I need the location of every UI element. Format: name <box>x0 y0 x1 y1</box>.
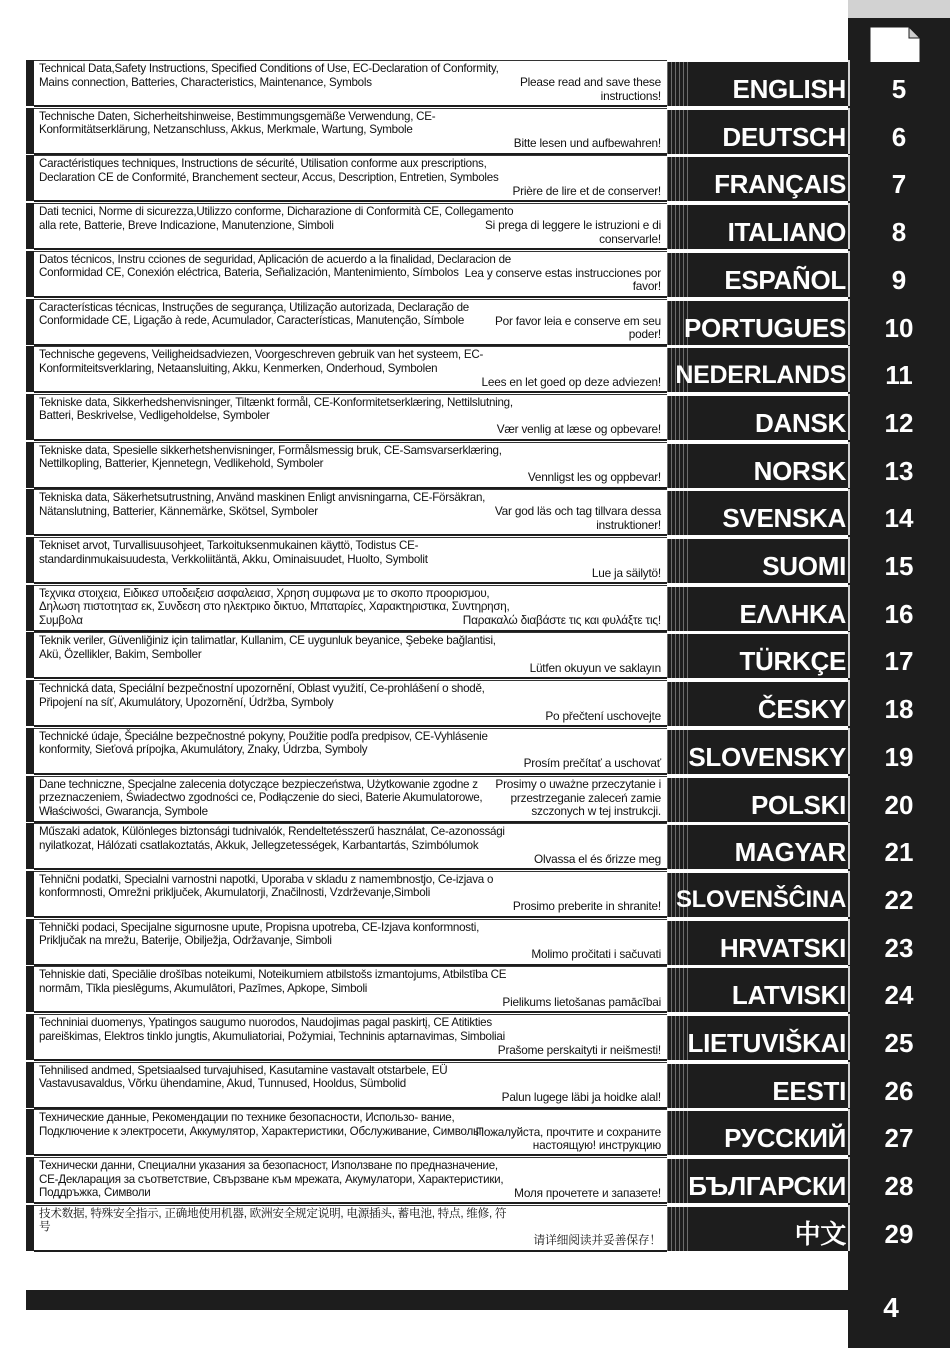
page-tab[interactable] <box>848 301 950 345</box>
row-left-bar <box>26 108 34 154</box>
tab-separator <box>848 108 850 154</box>
language-tab[interactable] <box>667 348 848 392</box>
tab-separator <box>848 632 850 678</box>
please-read-note: Var god läs och tag tillvara dessa instruktioner! <box>494 504 661 532</box>
page-tab[interactable] <box>848 778 950 822</box>
language-page-number: 24 <box>884 980 914 1011</box>
language-name: SUOMI <box>762 551 846 581</box>
row-left-bar <box>26 1062 34 1108</box>
language-tab[interactable] <box>667 1111 848 1155</box>
please-read-note: Bitte lesen und aufbewahren! <box>513 136 661 151</box>
page-tab[interactable] <box>848 62 950 106</box>
language-row[interactable] <box>26 680 950 726</box>
row-left-bar <box>26 585 34 631</box>
language-tab[interactable] <box>667 301 848 345</box>
row-left-bar <box>26 489 34 535</box>
page-tab[interactable] <box>848 1159 950 1203</box>
language-row[interactable] <box>26 871 950 917</box>
language-tab[interactable] <box>667 1016 848 1060</box>
row-panel <box>34 346 667 393</box>
contents-topics: Dati tecnici, Norme di sicurezza,Utilizzo conforme, Dicharazione di Conformità CE, Collegamento alla rete, Batterie, Breve Indicazione, Manutenzione, Simboli <box>39 205 514 232</box>
please-read-note: Prosimy o uważne przeczytanie i przestrzeganie zaleceń zamie szczonych w tej instrukcji. <box>495 777 661 819</box>
language-name: NORSK <box>753 455 846 486</box>
page-tab[interactable] <box>848 873 950 917</box>
tab-stripes <box>667 62 689 106</box>
tab-stripes <box>667 1064 689 1108</box>
row-left-bar <box>26 871 34 917</box>
contents-topics: Tehnilised andmed, Spetsiaalsed turvajuhised, Kasutamine vastavalt otstarbele, EÜ Vastavusavaldus, Võrku ühendamine, Akud, Tunnused, Hooldus, Sümbolid <box>39 1063 448 1091</box>
language-name: БЪЛГАРСКИ <box>688 1171 846 1202</box>
page-number: 4 <box>883 1292 899 1323</box>
page-tab[interactable] <box>848 205 950 249</box>
row-panel <box>34 585 667 632</box>
page-tab[interactable] <box>848 539 950 583</box>
row-panel <box>34 108 667 155</box>
row-panel <box>34 60 667 107</box>
language-name: LIETUVIŠKAI <box>687 1028 846 1058</box>
tab-stripes <box>667 1016 689 1060</box>
page-tab[interactable] <box>848 110 950 154</box>
language-row[interactable] <box>26 919 950 965</box>
row-left-bar <box>26 442 34 488</box>
row-left-bar <box>26 728 34 774</box>
language-page-number: 16 <box>884 598 914 629</box>
tab-separator <box>848 203 850 249</box>
page-tab[interactable] <box>848 682 950 726</box>
tab-stripes <box>667 682 689 726</box>
language-row[interactable] <box>26 1109 950 1155</box>
language-tab[interactable] <box>667 587 848 631</box>
contents-topics: Tekniset arvot, Turvallisuusohjeet, Tarkoituksenmukainen käyttö, Todistus CE-standardinmukaisuudesta, Verkkoliitäntä, Akku, Ominaisuudet, Huolto, Symbolit <box>39 539 428 566</box>
row-left-bar <box>26 776 34 822</box>
tab-separator <box>848 776 850 822</box>
tab-separator <box>848 537 850 583</box>
please-read-note: Lütfen okuyun ve saklayın <box>529 660 661 675</box>
tab-separator <box>848 728 850 774</box>
language-row[interactable] <box>26 585 950 631</box>
language-tab[interactable] <box>667 444 848 488</box>
please-read-note: Molimo pročitati i sačuvati <box>531 947 661 962</box>
language-page-number: 28 <box>884 1171 914 1202</box>
language-tab[interactable] <box>667 1207 848 1251</box>
please-read-note: Por favor leia e conserve em seu poder! <box>494 313 661 342</box>
row-left-bar <box>26 1014 34 1060</box>
language-tab[interactable] <box>667 825 848 869</box>
language-page-number: 17 <box>884 646 914 677</box>
page-tab[interactable] <box>848 1016 950 1060</box>
language-page-number: 27 <box>884 1123 914 1154</box>
language-page-number: 19 <box>884 741 914 772</box>
language-name: ESPAÑOL <box>724 264 846 295</box>
row-left-bar <box>26 394 34 440</box>
row-panel <box>34 680 667 727</box>
please-read-note: Vennligst les og oppbevar! <box>527 470 661 485</box>
tab-separator <box>848 1205 850 1251</box>
page-tab[interactable] <box>848 825 950 869</box>
contents-topics: Datos técnicos, Instru cciones de seguridad, Aplicación de acuerdo a la finalidad, Declaracion de Conformidad CE, Conexión eléctrica, Bateria, Señalización, Mantenimiento, Símbolos <box>39 252 511 280</box>
language-name: 中文 <box>794 1218 846 1249</box>
tab-separator <box>848 251 850 297</box>
contents-topics: Teknik veriler, Güvenliğiniz için talimatlar, Kullanim, CE uygunluk beyanice, Şebeke bağlantisi, Akü, Özellikler, Bakim, Semboller <box>39 634 496 661</box>
row-left-bar <box>26 155 34 201</box>
language-row[interactable] <box>26 776 950 822</box>
tab-separator <box>848 155 850 201</box>
tab-stripes <box>667 205 689 249</box>
language-tab[interactable] <box>667 873 848 917</box>
language-page-number: 7 <box>891 169 907 200</box>
language-name: DEUTSCH <box>722 121 846 152</box>
page-tab[interactable] <box>848 1064 950 1108</box>
language-page-number: 26 <box>884 1075 914 1106</box>
page-tab[interactable] <box>848 968 950 1012</box>
language-row[interactable] <box>26 1157 950 1203</box>
tab-stripes <box>667 634 689 678</box>
language-row[interactable] <box>26 537 950 583</box>
language-row[interactable] <box>26 1014 950 1060</box>
page-tab[interactable] <box>848 587 950 631</box>
language-row[interactable] <box>26 728 950 774</box>
language-page-number: 6 <box>891 121 907 152</box>
language-tab[interactable] <box>667 730 848 774</box>
language-tab[interactable] <box>667 539 848 583</box>
please-read-note: Пожалуйста, прочтите и сохраните настоящую! инструкцию <box>475 1124 661 1152</box>
language-name: ČESKY <box>757 694 846 725</box>
language-page-number: 12 <box>884 407 914 438</box>
please-read-note: Palun lugege läbi ja hoidke alal! <box>501 1090 661 1105</box>
tab-stripes <box>667 396 689 440</box>
language-name: MAGYAR <box>734 837 846 868</box>
language-row[interactable] <box>26 442 950 488</box>
language-name: ΕΛΛΗΚΑ <box>739 598 846 629</box>
please-read-note: Lees en let goed op deze adviezen! <box>481 374 661 389</box>
contents-topics: Τεχνικα στοιχεια, Ειδικεσ υποδειξεισ ασφαλειασ, Χρηση συμφωνα με το σκοπο προορισμου, Δηλωση πιστοτητασ εκ, Συνδεση στο ηλεκτρικο δικτυο, Μπαταρίες, Χαρακτηριστικα, Συντηρηση, Συμβολα <box>39 586 510 627</box>
language-name: PORTUGUES <box>684 312 846 343</box>
tab-separator <box>848 871 850 917</box>
language-page-number: 23 <box>884 932 914 963</box>
language-row[interactable] <box>26 632 950 678</box>
tab-separator <box>848 823 850 869</box>
please-read-note: Моля прочетете и запазете! <box>514 1185 661 1200</box>
contents-topics: Tehnični podatki, Specialni varnostni napotki, Uporaba v skladu z namembnostjo, Ce-izjava o konformnosti, Omrežni priključek, Akumulatorji, Značilnosti, Vzdrževanje,Simboli <box>39 872 494 900</box>
page-tab[interactable] <box>848 921 950 965</box>
contents-topics: Technické údaje, Špeciálne bezpečnostné pokyny, Použitie podľa predpisov, CE-Vyhlásenie konformity, Sieťová prípojka, Akumulátory, Znaky, Údrzba, Symboly <box>39 729 488 757</box>
language-tab[interactable] <box>667 634 848 678</box>
row-panel <box>34 251 667 298</box>
contents-topics: Technická data, Speciální bezpečnostní upozornění, Oblast využití, Ce-prohlášení o shodě, Připojení na síť, Akumulátory, Upozornění, Údržba, Symboly <box>39 682 485 709</box>
language-page-number: 20 <box>884 789 914 820</box>
language-tab[interactable] <box>667 253 848 297</box>
row-left-bar <box>26 1157 34 1203</box>
page-tab[interactable] <box>848 491 950 535</box>
language-row[interactable] <box>26 1062 950 1108</box>
row-left-bar <box>26 919 34 965</box>
language-row[interactable] <box>26 108 950 154</box>
tab-separator <box>848 60 850 106</box>
language-name: NEDERLANDS <box>675 361 846 390</box>
tab-separator <box>848 585 850 631</box>
language-row[interactable] <box>26 251 950 297</box>
please-read-note: Prosimo preberite in shranite! <box>512 899 661 914</box>
page-tab[interactable] <box>848 157 950 201</box>
page-tab[interactable] <box>848 1111 950 1155</box>
language-tab[interactable] <box>667 682 848 726</box>
row-panel <box>34 919 667 966</box>
language-row[interactable] <box>26 60 950 106</box>
tab-separator <box>848 489 850 535</box>
language-name: DANSK <box>755 407 846 438</box>
please-read-note: Prašome perskaityti ir neišmesti! <box>497 1042 661 1057</box>
tab-stripes <box>667 1207 689 1251</box>
language-tab[interactable] <box>667 396 848 440</box>
row-panel <box>34 203 667 250</box>
please-read-note: Lea y conserve estas instrucciones por favor! <box>464 265 661 294</box>
language-name: POLSKI <box>751 789 846 820</box>
row-panel <box>34 1014 667 1061</box>
tab-stripes <box>667 730 689 774</box>
tab-stripes <box>667 253 689 297</box>
row-left-bar <box>26 60 34 106</box>
tab-stripes <box>667 491 689 535</box>
language-name: LATVISKI <box>731 980 846 1011</box>
contents-topics: Tehniskie dati, Speciālie drošības noteikumi, Noteikumiem atbilstošs izmantojums, Atbilstība CE normām, Tīkla pieslēgums, Akumulātori, Pazīmes, Apkope, Simboli <box>39 968 507 995</box>
please-read-note: Vær venlig at læse og opbevare! <box>496 422 661 437</box>
tab-separator <box>848 346 850 392</box>
page-tab[interactable] <box>848 1207 950 1251</box>
contents-topics: Технически данни, Специални указания за безопасност, Използване по предназначение, CE-Декларация за съответствие, Свързване към мрежата, Акумулатори, Характеристики, Поддръжка, Символи <box>39 1159 504 1200</box>
contents-topics: Tekniske data, Spesielle sikkerhetshenvisninger, Formålsmessig bruk, CE-Samsvarserklæring, Nettilkopling, Batterier, Kjennetegn, Vedlikehold, Symboler <box>39 443 502 471</box>
please-read-note: Prosím prečítať a uschovať <box>523 756 661 771</box>
please-read-note: Please read and save these instructions! <box>519 75 661 103</box>
contents-topics: Tekniska data, Säkerhetsutrustning, Använd maskinen Enligt anvisningarna, CE-Försäkran, Nätanslutning, Batterier, Kännemärke, Skötsel, Symboler <box>39 491 486 518</box>
language-tab[interactable] <box>667 157 848 201</box>
please-read-note: Lue ja säilytö! <box>591 565 661 580</box>
language-row[interactable] <box>26 1205 950 1251</box>
tab-stripes <box>667 778 689 822</box>
language-name: HRVATSKI <box>719 932 846 963</box>
page-tab[interactable] <box>848 348 950 392</box>
tab-stripes <box>667 157 689 201</box>
row-left-bar <box>26 1109 34 1155</box>
row-left-bar <box>26 680 34 726</box>
page-tab[interactable] <box>848 730 950 774</box>
row-panel <box>34 394 667 441</box>
tab-stripes <box>667 110 689 154</box>
language-name: SVENSKA <box>722 503 846 534</box>
contents-topics: Techniniai duomenys, Ypatingos saugumo nuorodos, Naudojimas pagal paskirtį, CE Atitikties pareiškimas, Elektros tinklo jungtis, Akumuliatoriai, Požymiai, Techninis aptarnavimas, Simboliai <box>39 1016 505 1043</box>
row-panel <box>34 537 667 584</box>
language-page-number: 25 <box>884 1028 914 1058</box>
row-panel <box>34 155 667 202</box>
contents-topics: 技术数据, 特殊安全指示, 正确地使用机器, 欧洲安全规定说明, 电源插头, 蓄电池, 特点, 维修, 符号 <box>39 1206 507 1234</box>
language-tab[interactable] <box>667 921 848 965</box>
row-panel <box>34 1157 667 1204</box>
contents-topics: Technische Daten, Sicherheitshinweise, Bestimmungsgemäße Verwendung, CE-Konformitätserklärung, Netzanschluss, Akkus, Merkmale, Wartung, Symbole <box>39 109 436 137</box>
row-panel <box>34 489 667 536</box>
tab-stripes <box>667 587 689 631</box>
language-row[interactable] <box>26 155 950 201</box>
language-row[interactable] <box>26 394 950 440</box>
language-page-number: 22 <box>884 884 914 915</box>
language-row[interactable] <box>26 966 950 1012</box>
tab-separator <box>848 966 850 1012</box>
language-page-number: 11 <box>885 360 913 391</box>
row-left-bar <box>26 1205 34 1251</box>
language-tab[interactable] <box>667 968 848 1012</box>
row-panel <box>34 442 667 489</box>
tab-stripes <box>667 968 689 1012</box>
tab-stripes <box>667 444 689 488</box>
contents-topics: Technische gegevens, Veiligheidsadviezen, Voorgeschreven gebruik van het systeem, EC-Konformiteitsverklaring, Netaansluiting, Akku, Kenmerken, Onderhoud, Symbolen <box>39 348 484 375</box>
language-page-number: 13 <box>884 455 914 486</box>
page-tab[interactable] <box>848 396 950 440</box>
row-panel <box>34 632 667 679</box>
row-panel <box>34 1062 667 1109</box>
please-read-note: Παρακαλώ διαβάστε τις και φυλάξτε τις! <box>462 613 661 628</box>
contents-topics: Technical Data,Safety Instructions, Specified Conditions of Use, EC-Declaration of Conformity, Mains connection, Batteries, Characteristics, Maintenance, Symbols <box>39 62 499 89</box>
page-tab[interactable] <box>848 253 950 297</box>
please-read-note: 请详细阅读并妥善保存！ <box>533 1233 661 1248</box>
tab-stripes <box>667 921 689 965</box>
tab-separator <box>848 1014 850 1060</box>
language-name: РУССКИЙ <box>724 1123 846 1154</box>
row-panel <box>34 871 667 918</box>
contents-topics: Características técnicas, Instruções de segurança, Utilização autorizada, Declaração de Conformidade CE, Ligação à rede, Acumulador, Características, Manutenção, Símbole <box>39 300 469 328</box>
language-tab[interactable] <box>667 1064 848 1108</box>
row-left-bar <box>26 823 34 869</box>
page-tab[interactable] <box>848 634 950 678</box>
language-tab[interactable] <box>667 778 848 822</box>
tab-stripes <box>667 1111 689 1155</box>
bottom-strip <box>26 1290 950 1310</box>
contents-topics: Tekniske data, Sikkerhedshenvisninger, Tiltænkt formål, CE-Konformitetserklæring, Nettilslutning, Batteri, Beskrivelse, Vedligeholdelse, Symboler <box>39 395 513 423</box>
tab-stripes <box>667 539 689 583</box>
language-page-number: 10 <box>884 312 914 343</box>
tab-stripes <box>667 825 689 869</box>
tab-separator <box>848 680 850 726</box>
language-row[interactable] <box>26 203 950 249</box>
please-read-note: Olvassa el és őrizze meg <box>534 851 661 866</box>
contents-topics: Tehnički podaci, Specijalne sigurnosne upute, Propisna upotreba, CE-Izjava konformnosti, Priključak na mrežu, Baterije, Obilježja, Održavanje, Simboli <box>39 920 480 948</box>
row-left-bar <box>26 203 34 249</box>
row-panel <box>34 966 667 1013</box>
language-name: ITALIANO <box>727 217 846 248</box>
contents-topics: Műszaki adatok, Különleges biztonsági tudnivalók, Rendeltetésszerű használat, Ce-azonossági nyilatkozat, Hálózati csatlakoztatás, Akkuk, Jellegzetességek, Karbantartás, Szimbólumok <box>39 825 505 852</box>
row-panel <box>34 1109 667 1156</box>
tab-separator <box>848 299 850 345</box>
tab-separator <box>848 442 850 488</box>
row-left-bar <box>26 251 34 297</box>
language-page-number: 9 <box>891 264 907 295</box>
row-left-bar <box>26 632 34 678</box>
row-left-bar <box>26 966 34 1012</box>
row-left-bar <box>26 537 34 583</box>
row-panel <box>34 776 667 823</box>
contents-topics: Caractéristiques techniques, Instructions de sécurité, Utilisation conforme aux prescriptions, Declaration CE de Conformité, Branchement secteur, Accus, Description, Entretien, Symboles <box>39 157 499 184</box>
tab-stripes <box>667 1159 689 1203</box>
language-name: TÜRKÇE <box>739 646 846 677</box>
row-panel <box>34 823 667 870</box>
please-read-note: Si prega di leggere le istruzioni e di conservarle! <box>484 218 661 246</box>
language-page-number: 15 <box>884 551 914 581</box>
column-top-gap <box>848 0 950 18</box>
language-name: FRANÇAIS <box>714 169 846 200</box>
contents-topics: Dane techniczne, Specjalne zalecenia dotyczące bezpieczeństwa, Użytkowanie zgodne z przeznaczeniem, Świadectwo zgodności ce, Podłączenie do sieci, Baterie Akumulatorowe, Właściwości, Gwarancja, Symbole <box>39 777 483 818</box>
language-page-number: 8 <box>891 217 907 248</box>
language-tab[interactable] <box>667 205 848 249</box>
language-name: SLOVENŠĈINA <box>675 885 846 913</box>
contents-topics: Технические данные, Рекомендации по технике безопасности, Использо- вание, Подключение к электросети, Аккумулятор, Характеристики, Обслуживание, Символы <box>39 1111 482 1138</box>
language-tab[interactable] <box>667 110 848 154</box>
language-tab[interactable] <box>667 1159 848 1203</box>
language-tab[interactable] <box>667 62 848 106</box>
row-left-bar <box>26 346 34 392</box>
tab-separator <box>848 1109 850 1155</box>
language-name: SLOVENSKY <box>688 741 846 772</box>
please-read-note: Prière de lire et de conserver! <box>512 183 661 198</box>
language-row[interactable] <box>26 299 950 345</box>
row-panel <box>34 299 667 346</box>
language-page-number: 29 <box>884 1218 914 1249</box>
language-page-number: 21 <box>884 837 914 868</box>
language-name: EESTI <box>772 1075 846 1106</box>
please-read-note: Pielikums lietošanas pamācībai <box>502 994 661 1009</box>
language-page-number: 5 <box>891 74 907 104</box>
language-page-number: 18 <box>884 694 914 725</box>
tab-separator <box>848 1157 850 1203</box>
row-panel <box>34 728 667 775</box>
language-row[interactable] <box>26 489 950 535</box>
language-page-number: 14 <box>884 503 914 534</box>
row-left-bar <box>26 299 34 345</box>
row-panel <box>34 1205 667 1252</box>
please-read-note: Po přečtení uschovejte <box>545 708 661 723</box>
language-row[interactable] <box>26 823 950 869</box>
language-tab[interactable] <box>667 491 848 535</box>
page-tab[interactable] <box>848 444 950 488</box>
tab-separator <box>848 394 850 440</box>
language-name: ENGLISH <box>732 74 846 104</box>
language-row[interactable] <box>26 346 950 392</box>
tab-separator <box>848 919 850 965</box>
tab-separator <box>848 1062 850 1108</box>
